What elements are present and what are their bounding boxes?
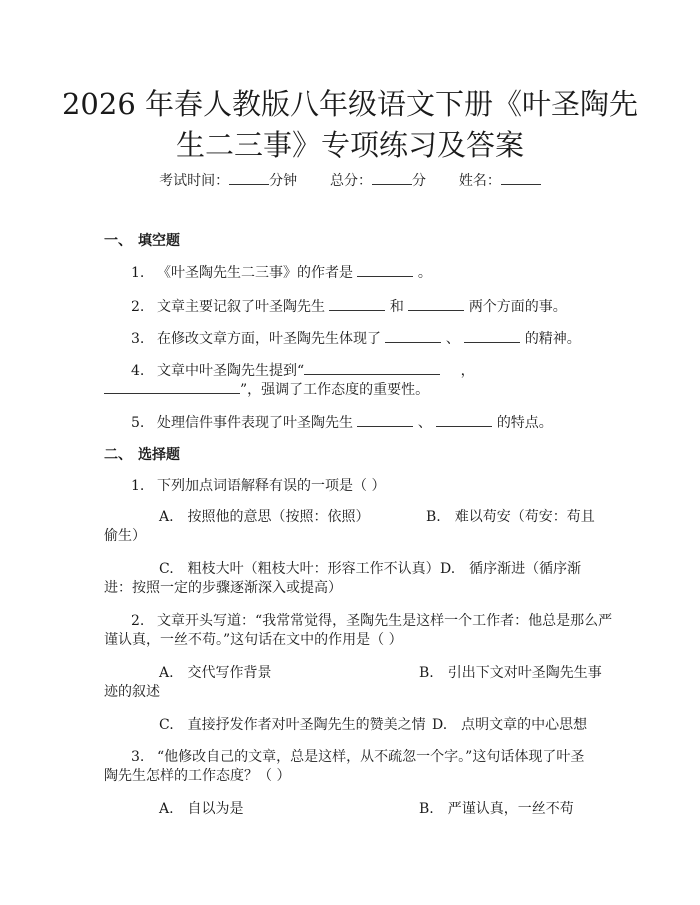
time-blank <box>229 172 269 185</box>
fill-question-4-cont <box>104 379 429 399</box>
option-b-cont: 偷生） <box>104 528 146 544</box>
answer-blank <box>104 381 240 394</box>
answer-blank <box>357 414 413 427</box>
choice-question-2 <box>131 610 612 630</box>
question-text: 文章中叶圣陶先生提到“ <box>157 363 305 379</box>
section-number: 一、 <box>104 233 132 249</box>
question-number: 2. <box>131 299 145 315</box>
question-text: ”，强调了工作态度的重要性。 <box>240 382 430 398</box>
question-number: 1. <box>131 478 145 494</box>
time-label: 考试时间： <box>159 173 230 189</box>
question-text: 下列加点词语解释有误的一项是（ ） <box>157 478 386 494</box>
option-d-cont: 进：按照一定的步骤逐渐深入或提高） <box>104 580 342 596</box>
question-text: 文章开头写道：“我常常觉得，圣陶先生是这样一个工作者：他总是那么严 <box>157 613 613 629</box>
page-title-line1: 2026 年春人教版八年级语文下册《叶圣陶先 <box>61 87 639 121</box>
option-a[interactable]: A. 交代写作背景 <box>159 665 272 681</box>
answer-blank <box>329 298 385 311</box>
question-text: 的特点。 <box>496 415 553 431</box>
question-number: 5. <box>131 415 145 431</box>
option-a[interactable]: A. 按照他的意思（按照：依照） <box>159 509 370 525</box>
score-unit: 分 <box>412 173 426 189</box>
option-c[interactable]: C. 粗枝大叶（粗枝大叶：形容工作不认真） <box>159 561 440 577</box>
score-blank <box>372 172 412 185</box>
fill-question-1 <box>131 262 432 282</box>
question-text: 两个方面的事。 <box>468 299 567 315</box>
answer-blank <box>385 330 441 343</box>
question-number: 4. <box>131 363 145 379</box>
option-a[interactable]: A. 自以为是 <box>159 801 244 817</box>
fill-question-4 <box>131 360 475 380</box>
option-b[interactable]: B. 引出下文对叶圣陶先生事 <box>419 665 602 681</box>
question-text: 、 <box>417 415 432 431</box>
option-c[interactable]: C. 直接抒发作者对叶圣陶先生的赞美之情 <box>159 717 426 733</box>
name-blank <box>501 172 541 185</box>
section-heading-choice <box>104 444 180 464</box>
exam-meta <box>0 170 700 190</box>
question-text: 处理信件事件表现了叶圣陶先生 <box>157 415 353 431</box>
section-heading-fill <box>104 230 180 250</box>
choice-question-3 <box>131 746 584 766</box>
question-number: 3. <box>131 331 145 347</box>
option-d[interactable]: D. 点明文章的中心思想 <box>432 717 588 733</box>
answer-blank <box>464 330 520 343</box>
question-number: 1. <box>131 265 145 281</box>
section-number: 二、 <box>104 447 132 463</box>
question-text: 在修改文章方面，叶圣陶先生体现了 <box>157 331 381 347</box>
question-number: 3. <box>131 749 145 765</box>
question-text: 《叶圣陶先生二三事》的作者是 <box>157 265 353 281</box>
answer-blank <box>304 362 440 375</box>
score-label: 总分： <box>330 173 372 189</box>
section-title: 选择题 <box>138 447 180 463</box>
choice-question-1 <box>131 475 385 495</box>
option-b-cont: 迹的叙述 <box>104 684 160 700</box>
time-unit: 分钟 <box>269 173 298 189</box>
answer-blank <box>408 298 464 311</box>
question-text: ， <box>460 363 475 379</box>
question-text: 和 <box>389 299 404 315</box>
question-text: 、 <box>445 331 460 347</box>
answer-blank <box>436 414 492 427</box>
option-d[interactable]: D. 循序渐进（循序渐 <box>440 561 582 577</box>
page-title-line2: 生二三事》专项练习及答案 <box>175 128 524 162</box>
fill-question-5 <box>131 412 553 432</box>
name-label: 姓名： <box>458 173 501 189</box>
fill-question-2 <box>131 296 567 316</box>
question-text: “他修改自己的文章，总是这样，从不疏忽一个字。”这句话体现了叶圣 <box>157 749 585 765</box>
choice-question-3-cont: 陶先生怎样的工作态度？（ ） <box>104 768 291 784</box>
option-b[interactable]: B. 难以苟安（苟安：苟且 <box>426 509 595 525</box>
section-title: 填空题 <box>138 233 180 249</box>
choice-question-2-cont: 谨认真，一丝不苟。”这句话在文中的作用是（ ） <box>104 632 403 648</box>
fill-question-3 <box>131 328 581 348</box>
question-number: 2. <box>131 613 145 629</box>
answer-blank <box>357 264 413 277</box>
option-b[interactable]: B. 严谨认真，一丝不苟 <box>419 801 574 817</box>
question-text: 的精神。 <box>524 331 581 347</box>
question-text: 。 <box>417 265 432 281</box>
question-text: 文章主要记叙了叶圣陶先生 <box>157 299 325 315</box>
